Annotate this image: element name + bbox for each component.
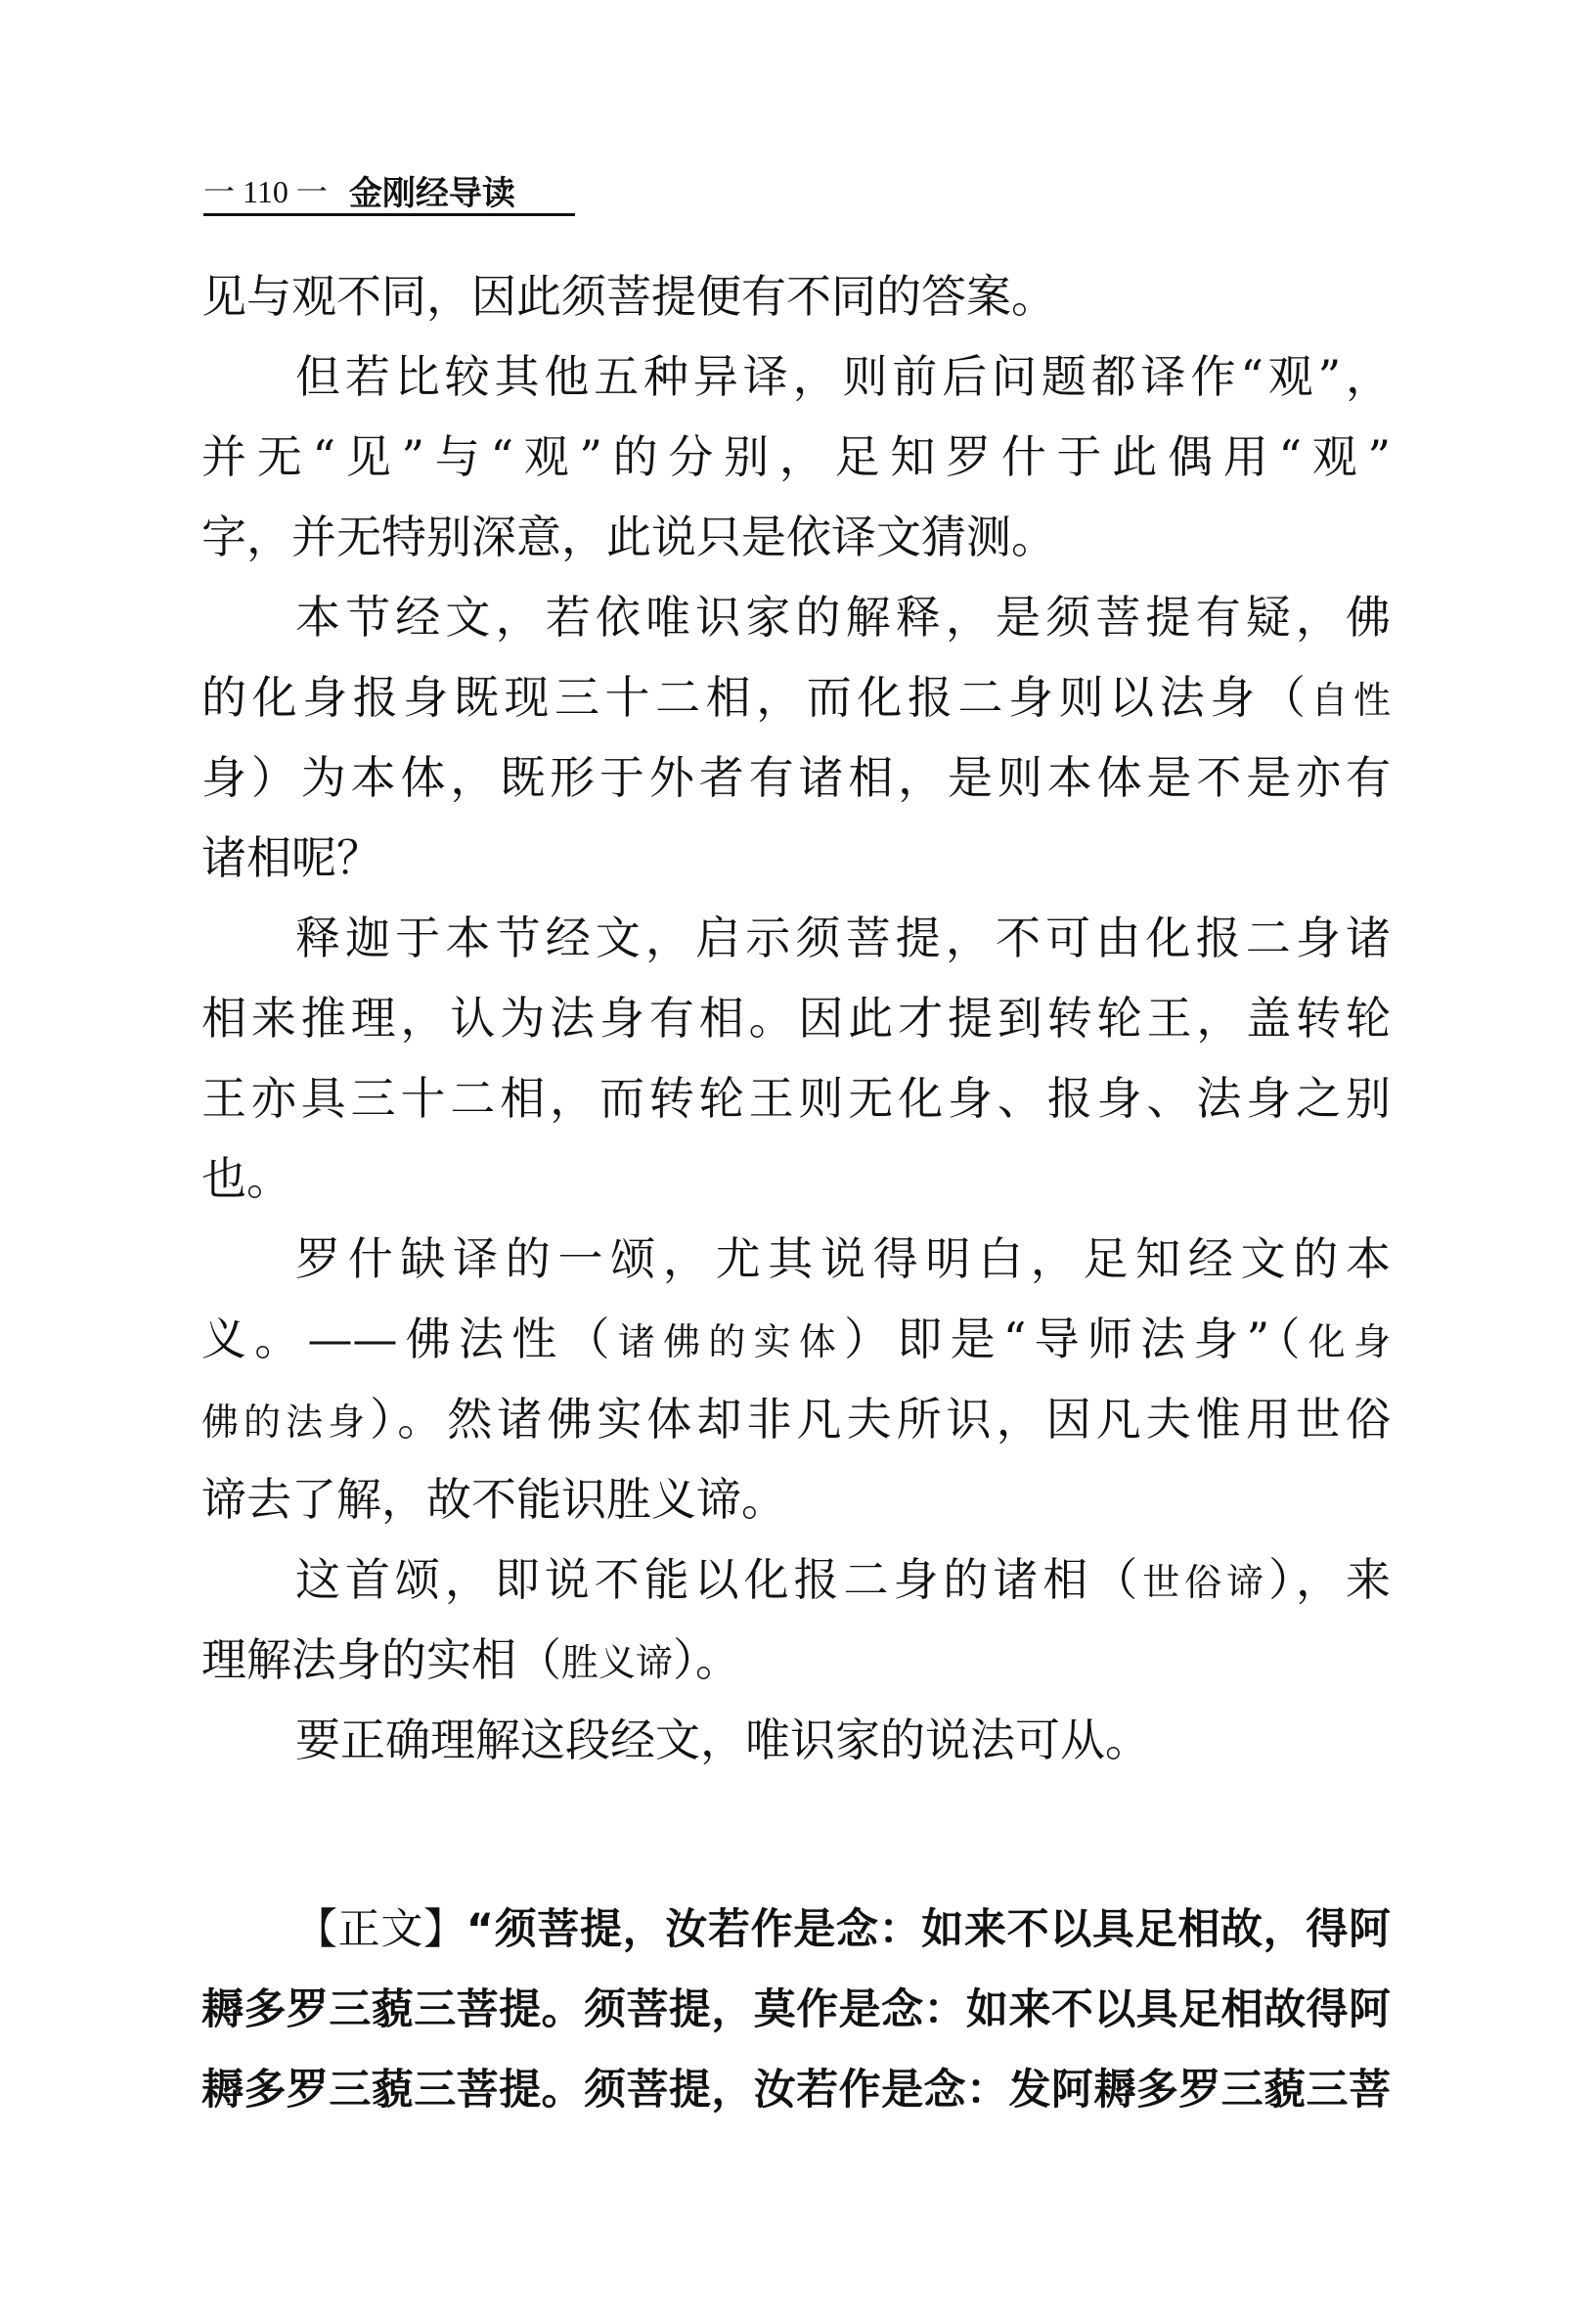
text-line: 相来推理，认为法身有相。因此才提到转轮王，盖转轮 [201, 992, 1391, 1045]
zhengwen-line [201, 1890, 1391, 1970]
text-segment: 义。——佛法性（ [201, 1313, 618, 1365]
paragraph-first-line [201, 1539, 1391, 1620]
zhengwen-line: 耨多罗三藐三菩提。须菩提，汝若作是念：发阿耨多罗三藐三菩 [201, 2066, 1391, 2115]
text-line: 也。 [201, 1152, 291, 1205]
annotation-text: 佛的法身 [201, 1401, 371, 1444]
text-line: 字，并无特别深意，此说只是依译文猜测。 [201, 511, 1056, 563]
text-line: 王亦具三十二相，而转轮王则无化身、报身、法身之别 [201, 1072, 1391, 1125]
text-line: 并无“见”与“观”的分别，足知罗什于此偶用“观” [201, 430, 1391, 483]
zhengwen-line: 耨多罗三藐三菩提。须菩提，莫作是念：如来不以具足相故得阿 [201, 1985, 1391, 2034]
text-segment: 这首颂，即说不能以化报二身的诸相（ [295, 1553, 1143, 1606]
text-line: 谛去了解，故不能识胜义谛。 [201, 1473, 786, 1526]
annotation-text: 自性 [1310, 679, 1391, 722]
text-segment: ）。 [673, 1633, 741, 1686]
text-segment: 的化身报身既现三十二相，而化报二身则以法身（ [201, 671, 1311, 724]
section-gap [201, 1780, 1391, 1890]
annotation-text: 世俗谛 [1142, 1561, 1269, 1604]
page-number: 一 110 一 [203, 174, 328, 209]
book-title: 金刚经导读 [348, 173, 515, 213]
text-line [201, 657, 1391, 737]
paragraph-first-line: 本节经文，若依唯识家的解释，是须菩提有疑，佛 [295, 591, 1391, 644]
paragraph-first-line: 要正确理解这段经文，唯识家的说法可从。 [295, 1714, 1150, 1766]
text-segment: 理解法身的实相（ [201, 1633, 561, 1686]
text-line: 诸相呢？ [201, 831, 381, 884]
paragraph-first-line: 但若比较其他五种异译，则前后问题都译作“观”， [295, 350, 1391, 403]
text-segment: ）即是“导师法身”（ [844, 1313, 1308, 1365]
text-segment: ）。然诸佛实体却非凡夫所识，因凡夫惟用世俗 [370, 1393, 1391, 1446]
page-body [201, 256, 1391, 2130]
text-segment: ），来 [1268, 1553, 1392, 1606]
paragraph-first-line: 释迦于本节经文，启示须菩提，不可由化报二身诸 [295, 912, 1391, 964]
text-line [201, 1620, 1391, 1700]
page-header [203, 166, 575, 216]
text-line [201, 1379, 1391, 1459]
text-segment: “须菩提，汝若作是念：如来不以具足相故，得阿 [466, 1905, 1392, 1954]
text-line: 身）为本体，既形于外者有诸相，是则本体是不是亦有 [201, 751, 1391, 804]
annotation-text: 化身 [1308, 1320, 1391, 1363]
text-line [201, 1299, 1391, 1379]
text-line: 见与观不同，因此须菩提便有不同的答案。 [201, 270, 1056, 323]
annotation-text: 胜义谛 [561, 1641, 674, 1684]
paragraph-first-line: 罗什缺译的一颂，尤其说得明白，足知经文的本 [295, 1232, 1391, 1285]
zhengwen-label: 【正文】 [295, 1905, 466, 1954]
annotation-text: 诸佛的实体 [617, 1320, 845, 1363]
